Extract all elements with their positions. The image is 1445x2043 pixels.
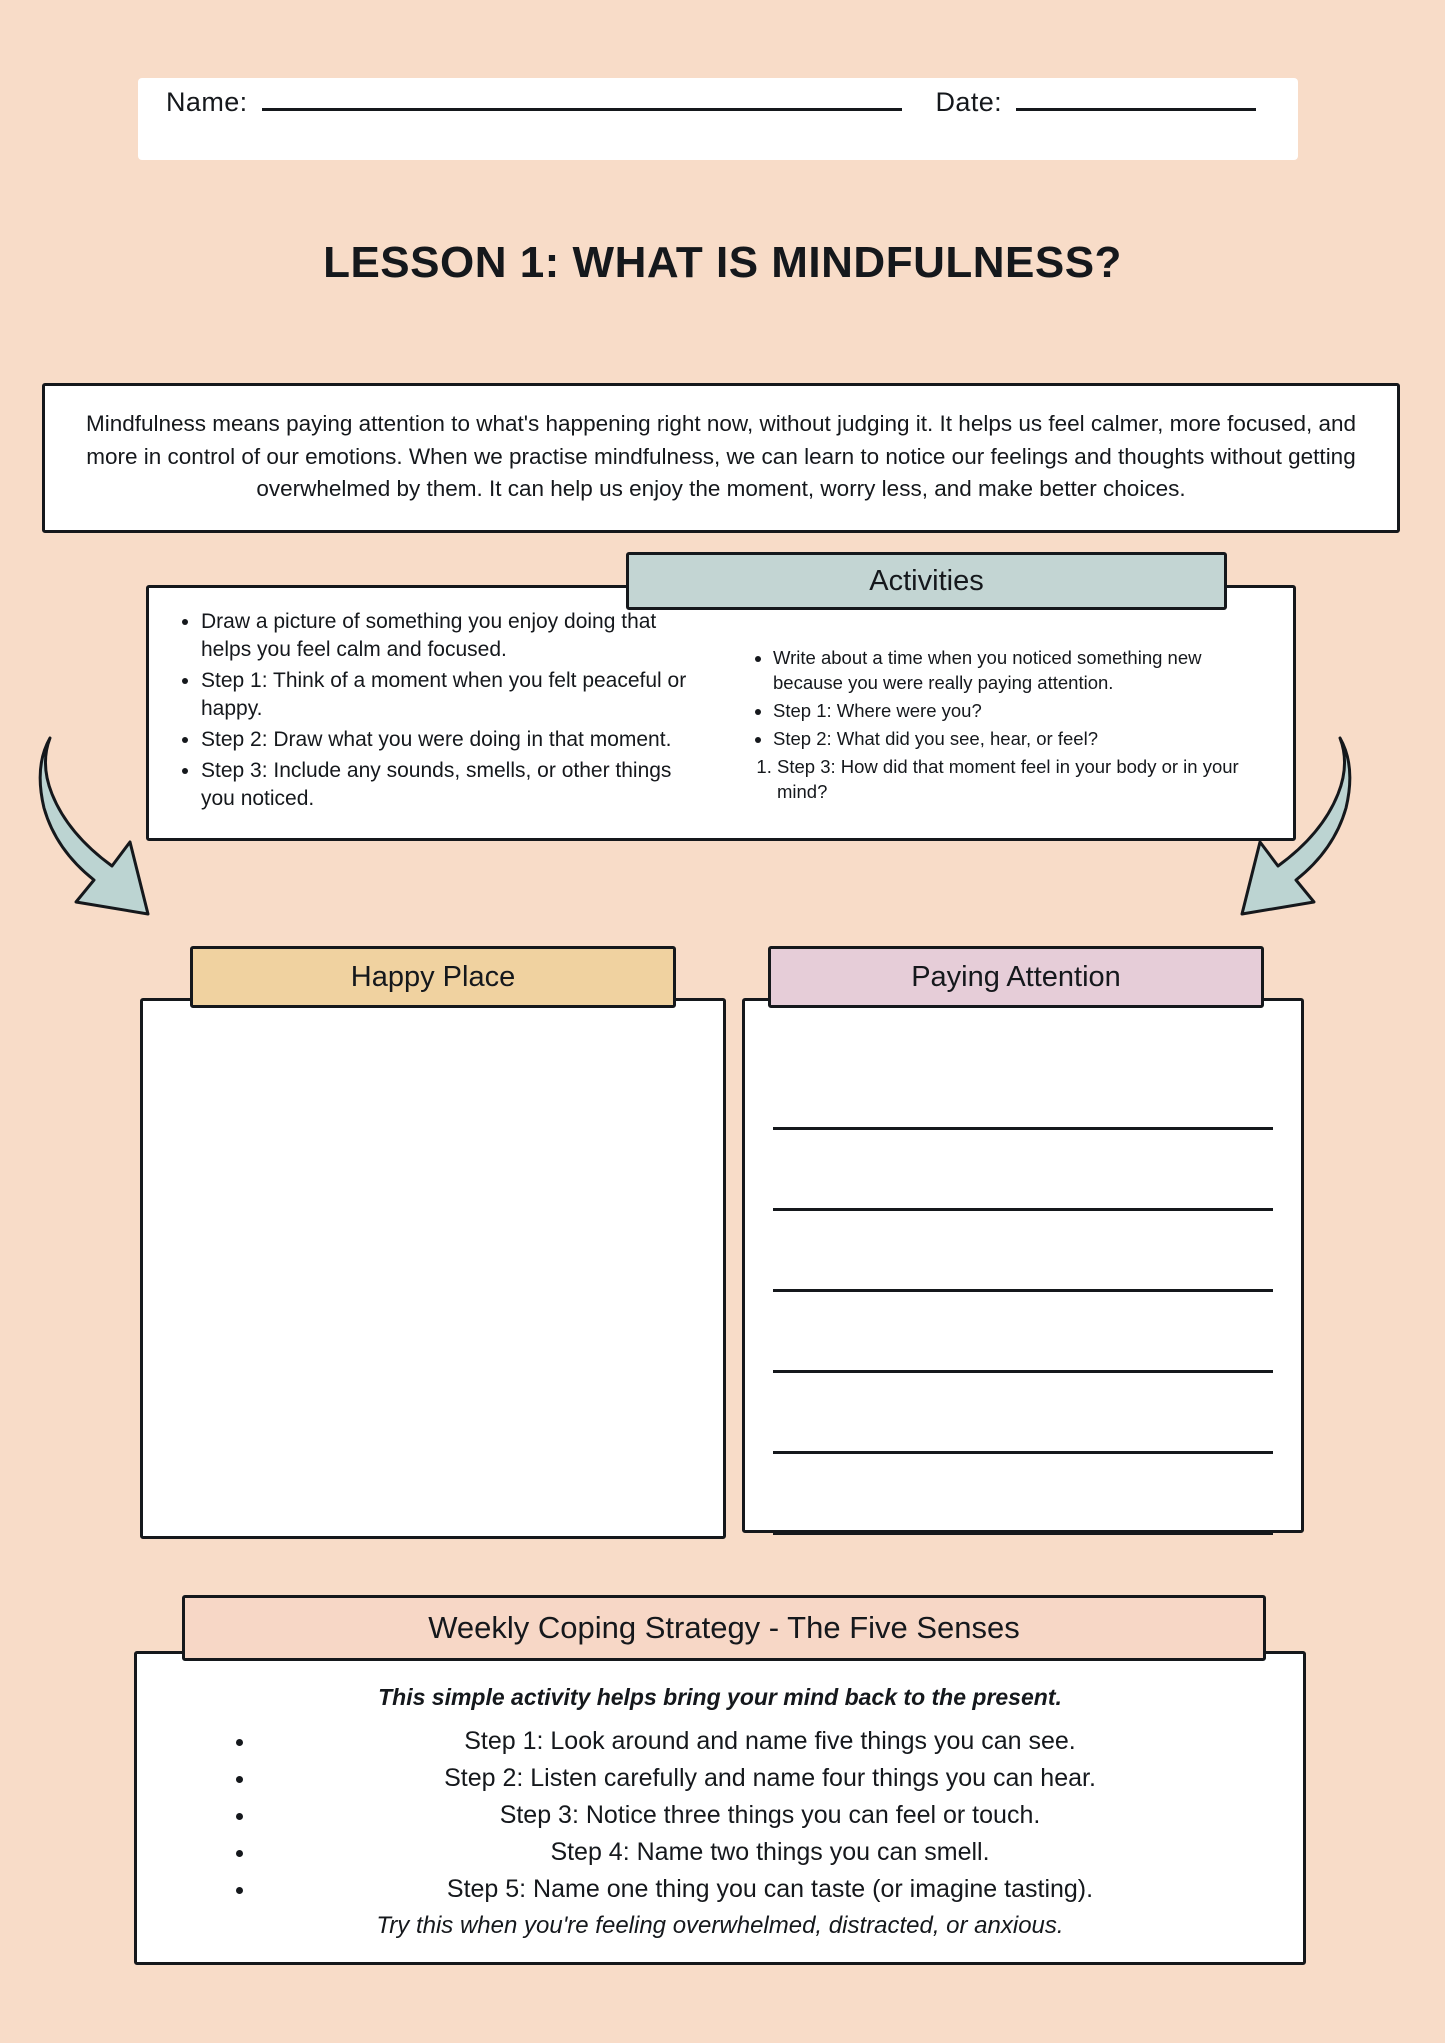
activities-left-column — [149, 588, 721, 838]
list-item: • Step 1: Look around and name five things you can see. — [257, 1723, 1283, 1760]
page-title: LESSON 1: WHAT IS MINDFULNESS? — [323, 238, 1122, 287]
list-item: • Step 1: Where were you? — [773, 699, 1271, 724]
list-item: • Step 3: Include any sounds, smells, or other things you noticed. — [201, 757, 699, 813]
list-item: • Step 4: Name two things you can smell. — [257, 1834, 1283, 1871]
write-line[interactable] — [773, 1130, 1273, 1211]
activities-left-list — [175, 608, 699, 812]
name-date-bar — [138, 78, 1298, 160]
paying-attention-writing-area[interactable] — [742, 998, 1304, 1533]
weekly-strategy-footer: Try this when you're feeling overwhelmed, distracted, or anxious. — [376, 1912, 1064, 1939]
activities-body — [146, 585, 1296, 841]
paying-attention-heading: Paying Attention — [768, 946, 1264, 1008]
activities-heading: Activities — [626, 552, 1227, 610]
happy-place-heading: Happy Place — [190, 946, 676, 1008]
happy-place-drawing-area[interactable] — [140, 998, 726, 1539]
weekly-strategy-body — [134, 1651, 1306, 1965]
arrow-down-left-icon — [38, 730, 158, 920]
name-input[interactable] — [262, 78, 902, 111]
write-line[interactable] — [773, 1454, 1273, 1535]
list-item: • Step 2: Draw what you were doing in that moment. — [201, 726, 699, 754]
weekly-strategy-lead: This simple activity helps bring your mind back to the present. — [378, 1684, 1062, 1710]
intro-paragraph: Mindfulness means paying attention to what's happening right now, without judging it. It helps us feel calmer, more focused, and more in control of our emotions. When we practise mindfulness, we can learn to notice our feelings and thoughts without getting overwhelmed by them. It can help us enjoy the moment, worry less, and make better choices. — [42, 383, 1400, 533]
list-item: • Step 3: Notice three things you can feel or touch. — [257, 1797, 1283, 1834]
weekly-strategy-steps — [157, 1723, 1283, 1908]
date-label: Date: — [935, 87, 1003, 117]
list-item: • Step 1: Think of a moment when you felt peaceful or happy. — [201, 667, 699, 723]
list-item: • Draw a picture of something you enjoy doing that helps you feel calm and focused. — [201, 608, 699, 664]
write-line[interactable] — [773, 1211, 1273, 1292]
activities-right-numbered-list — [747, 755, 1271, 805]
write-line[interactable] — [773, 1049, 1273, 1130]
name-label: Name: — [166, 87, 248, 117]
write-line[interactable] — [773, 1373, 1273, 1454]
list-item: • Step 5: Name one thing you can taste (or imagine tasting). — [257, 1871, 1283, 1908]
date-input[interactable] — [1016, 78, 1256, 111]
activities-right-column — [721, 588, 1293, 838]
activities-right-list — [747, 646, 1271, 752]
list-item: • Write about a time when you noticed something new because you were really paying attention. — [773, 646, 1271, 696]
list-item: 1. Step 3: How did that moment feel in your body or in your mind? — [777, 755, 1271, 805]
list-item: • Step 2: Listen carefully and name four things you can hear. — [257, 1760, 1283, 1797]
activities-section — [146, 564, 1296, 841]
weekly-strategy-heading: Weekly Coping Strategy - The Five Senses — [182, 1595, 1266, 1661]
list-item: • Step 2: What did you see, hear, or feel? — [773, 727, 1271, 752]
write-line[interactable] — [773, 1292, 1273, 1373]
